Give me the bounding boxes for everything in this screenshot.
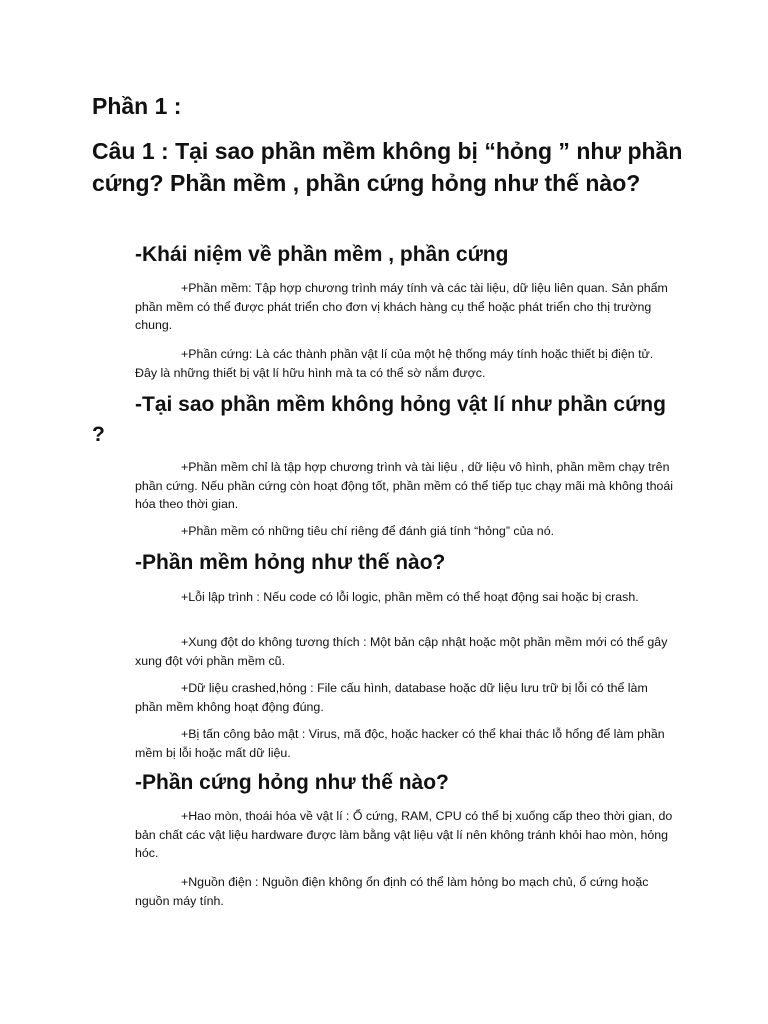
question-title: Câu 1 : Tại sao phần mềm không bị “hỏng ” như phần cứng? Phần mềm , phần cứng hỏng như thế nào?: [92, 138, 683, 196]
paragraph-hardware-definition: +Phần cứng: Là các thành phần vật lí của một hệ thống máy tính hoặc thiết bị điện tử. Đây là những thiết bị vật lí hữu hình mà ta có thể sờ nắm được.: [135, 347, 654, 380]
paragraph-software-intangible: +Phần mềm chỉ là tập hợp chương trình và tài liệu , dữ liệu vô hình, phần mềm chạy trên phần cứng. Nếu phần cứng còn hoạt động tốt, phần mềm có thể tiếp tục chạy mãi mà không thoái hóa theo thời gian.: [135, 460, 674, 511]
paragraph-power-supply: +Nguồn điện : Nguồn điện không ổn định có thể làm hỏng bo mạch chủ, ổ cứng hoặc nguồn máy tính.: [135, 875, 649, 908]
paragraph-software-criteria: +Phần mềm có những tiêu chí riêng để đánh giá tính “hỏng” của nó.: [181, 524, 555, 538]
paragraph-programming-error: +Lỗi lập trình : Nếu code có lỗi logic, phần mềm có thể hoạt động sai hoặc bị crash.: [181, 590, 639, 604]
paragraph-data-corruption: +Dữ liệu crashed,hỏng : File cấu hình, database hoặc dữ liệu lưu trữ bị lỗi có thể làm phần mềm không hoạt động đúng.: [135, 681, 648, 714]
part-title: Phần 1 :: [92, 93, 182, 119]
section-heading-how-hardware-fails: -Phần cứng hỏng như thế nào?: [135, 771, 449, 794]
paragraph-physical-wear: +Hao mòn, thoái hóa về vật lí : Ổ cứng, RAM, CPU có thể bị xuống cấp theo thời gian, do bản chất các vật liệu hardware được làm bằng vật liệu vật lí nên không tránh khỏi hao mòn, hỏng hóc.: [135, 809, 673, 860]
section-heading-how-software-fails: -Phần mềm hỏng như thế nào?: [135, 551, 446, 574]
paragraph-security-attack: +Bị tấn công bảo mật : Virus, mã độc, hoặc hacker có thể khai thác lỗ hổng để làm phần mềm bị lỗi hoặc mất dữ liệu.: [135, 727, 665, 760]
section-heading-concepts: -Khái niệm về phần mềm , phần cứng: [135, 243, 509, 266]
paragraph-software-definition: +Phần mềm: Tập hợp chương trình máy tính và các tài liệu, dữ liệu liên quan. Sản phẩm phần mềm có thể được phát triển cho đơn vị khách hàng cụ thể hoặc phát triển cho thị trường chung.: [135, 281, 668, 332]
section-heading-why-software-not-broken: -Tại sao phần mềm không hỏng vật lí như phần cứng ?: [92, 393, 666, 446]
paragraph-compatibility-conflict: +Xung đột do không tương thích : Một bản cập nhật hoặc một phần mềm mới có thể gây xung đột với phần mềm cũ.: [135, 635, 668, 668]
